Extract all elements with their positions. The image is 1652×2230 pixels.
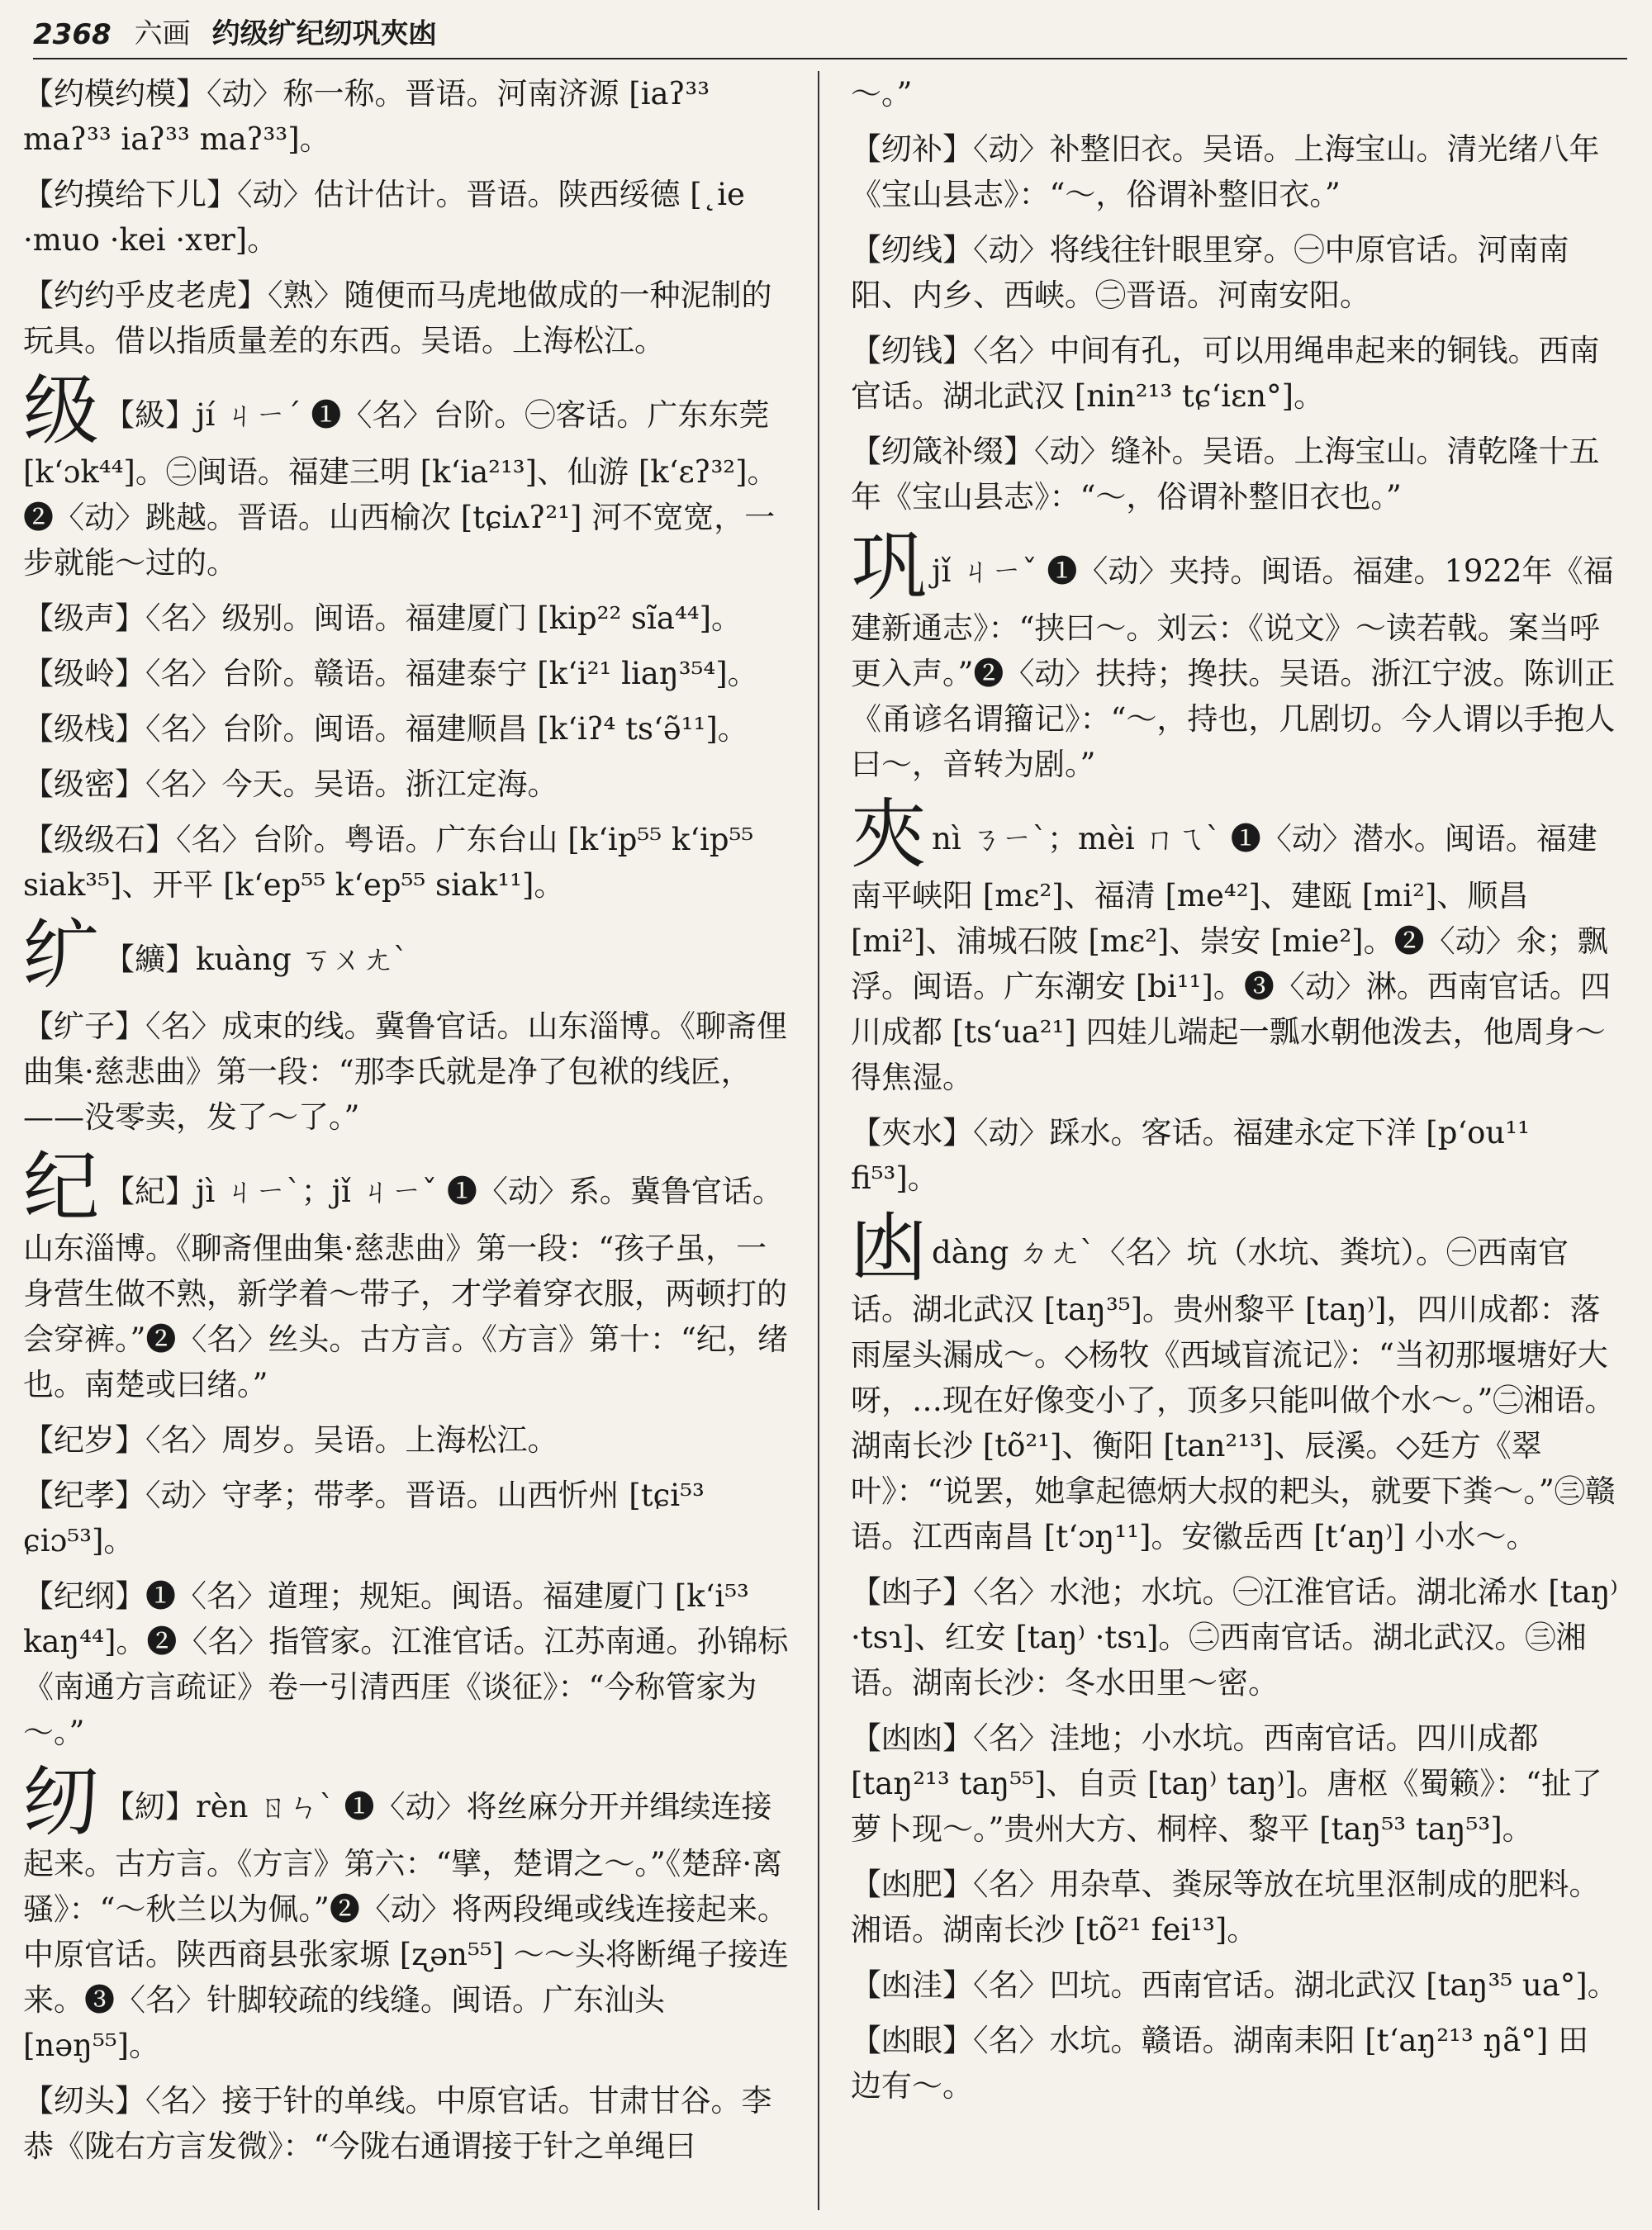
dictionary-entry: [851, 1962, 1619, 2008]
headword: 纩: [23, 911, 100, 999]
entry-text: ～。”: [851, 76, 913, 112]
headword-entry: [851, 523, 1619, 787]
entry-text: dàng ㄉㄤˋ〈名〉坑（水坑、粪坑）。㊀西南官话。湖北武汉 [taŋ³⁵]。贵州黎平 [taŋ⁾]，四川成都：落雨屋头漏成～。◇杨牧《西域盲流记》：“当初那堰塘好大呀，…现在好像变小了，顶多只能叫做个水～。”㊁湘语。湖南长沙 [tõ²¹]、衡阳 [tan²¹³]、辰溪。◇廷方《翠叶》：“说罢，她拿起德炳大叔的耙头，就要下粪～。”㊂赣语。江西南昌 [tʻɔŋ¹¹]。安徽岳西 [tʻaŋ⁾] 小水～。: [851, 1235, 1616, 1554]
entry-text: 【凼凼】〈名〉洼地；小水坑。西南官话。四川成都 [taŋ²¹³ taŋ⁵⁵]、自贡 [taŋ⁾ taŋ⁾]。唐枢《蜀籁》：“扯了萝卜现～。”贵州大方、桐梓、黎平 [taŋ⁵³ taŋ⁵³]。: [851, 1720, 1602, 1847]
entry-text: 【級】jí ㄐㄧˊ ❶〈名〉台阶。㊀客话。广东东莞 [kʻɔk⁴⁴]。㊁闽语。福建三明 [kʻia²¹³]、仙游 [kʻɛʔ³²]。❷〈动〉跳越。晋语。山西榆次 [tɕiʌʔ²¹] 河不宽宽，一步就能～过的。: [23, 397, 778, 581]
entry-text: 【凼眼】〈名〉水坑。赣语。湖南耒阳 [tʻaŋ²¹³ ŋã°] 田边有～。: [851, 2023, 1589, 2104]
dictionary-entry: [23, 1473, 791, 1563]
entry-text: 【约模约模】〈动〉称一称。晋语。河南济源 [iaʔ³³ maʔ³³ iaʔ³³ maʔ³³]。: [23, 76, 710, 157]
headword: 纪: [23, 1143, 100, 1231]
dictionary-entry: [23, 172, 791, 263]
dictionary-entry: [23, 71, 791, 162]
entry-text: 【紀】jì ㄐㄧˋ；jǐ ㄐㄧˇ ❶〈动〉系。冀鲁官话。山东淄博。《聊斋俚曲集·慈悲曲》第一段：“孩子虽，一身营生做不熟，新学着～带子，才学着穿衣服，两顿打的会穿裤。”❷〈名〉丝头。古方言。《方言》第十：“纪，绪也。南楚或曰绪。”: [23, 1174, 788, 1402]
entry-text: 【纫线】〈动〉将线往针眼里穿。㊀中原官话。河南南阳、内乡、西峡。㊁晋语。河南安阳。: [851, 232, 1569, 313]
entry-text: 【级栈】〈名〉台阶。闽语。福建顺昌 [kʻiʔ⁴ tsʻə̃¹¹]。: [23, 711, 748, 747]
radical-label: 六画: [134, 17, 191, 50]
entry-text: 【级声】〈名〉级别。闽语。福建厦门 [kip²² sĩa⁴⁴]。: [23, 600, 743, 636]
headword-entry: [851, 790, 1619, 1100]
headword-entry: [23, 1143, 791, 1407]
dictionary-entry: [23, 1417, 791, 1463]
dictionary-entry: [851, 429, 1619, 520]
header-characters: 约级纩纪纫巩夾凼: [211, 17, 437, 50]
dictionary-entry: [23, 706, 791, 752]
entry-text: jǐ ㄐㄧˇ ❶〈动〉夹持。闽语。福建。1922年《福建新通志》：“挟曰～。刘云：《说文》～读若戟。案当呼更入声。”❷〈动〉扶持；搀扶。吴语。浙江宁波。陈训正《甬谚名谓籀记》：“～，持也，几剧切。今人谓以手抱人曰～，音转为剧。”: [851, 553, 1616, 782]
dictionary-entry: [23, 273, 791, 363]
dictionary-entry: [851, 328, 1619, 419]
dictionary-entry: [23, 651, 791, 696]
dictionary-entry: [851, 1110, 1619, 1201]
entry-text: 【级级石】〈名〉台阶。粤语。广东台山 [kʻip⁵⁵ kʻip⁵⁵ siak³⁵]、开平 [kʻep⁵⁵ kʻep⁵⁵ siak¹¹]。: [23, 822, 754, 903]
dictionary-entry: [23, 595, 791, 641]
entry-text: 【凼子】〈名〉水池；水坑。㊀江淮官话。湖北浠水 [taŋ⁾ ·tsɿ]、红安 [taŋ⁾ ·tsɿ]。㊁西南官话。湖北武汉。㊂湘语。湖南长沙：冬水田里～密。: [851, 1574, 1618, 1701]
dictionary-entry: [851, 227, 1619, 318]
dictionary-entry: [851, 1715, 1619, 1852]
dictionary-entry: [23, 1573, 791, 1755]
entry-text: 【级岭】〈名〉台阶。赣语。福建泰宁 [kʻi²¹ liaŋ³⁵⁴]。: [23, 656, 758, 691]
dictionary-entry: [23, 2078, 791, 2169]
entry-text: 【纫补】〈动〉补整旧衣。吴语。上海宝山。清光绪八年《宝山县志》：“～，俗谓补整旧衣。”: [851, 131, 1600, 212]
entry-text: 【夾水】〈动〉踩水。客话。福建永定下洋 [pʻou¹¹ fi⁵³]。: [851, 1115, 1530, 1196]
left-column: [23, 71, 791, 2210]
dictionary-entry: [851, 71, 1619, 116]
dictionary-entry: [851, 1569, 1619, 1706]
entry-text: 【纫头】〈名〉接于针的单线。中原官话。甘肃甘谷。李恭《陇右方言发微》：“今陇右通谓接于针之单绳曰: [23, 2083, 772, 2164]
dictionary-entry: [851, 126, 1619, 217]
headword-entry: [851, 1204, 1619, 1559]
entry-text: 【凼洼】〈名〉凹坑。西南官话。湖北武汉 [taŋ³⁵ ua°]。: [851, 1967, 1618, 2003]
headword-entry: [23, 911, 791, 999]
headword: 巩: [851, 523, 928, 611]
entry-text: 【纫钱】〈名〉中间有孔，可以用绳串起来的铜钱。西南官话。湖北武汉 [nin²¹³ tɕʻiɛn°]。: [851, 333, 1600, 414]
entry-text: 【纪岁】〈名〉周岁。吴语。上海松江。: [23, 1422, 558, 1458]
entry-text: nì ㄋㄧˋ；mèi ㄇㄟˋ ❶〈动〉潜水。闽语。福建南平峡阳 [mɛ²]、福清 [me⁴²]、建瓯 [mi²]、顺昌 [mi²]、浦城石陂 [mɛ²]、崇安 [mie²]。❷〈动〉氽；飘浮。闽语。广东潮安 [bi¹¹]。❸〈动〉淋。西南官话。四川成都 [tsʻua²¹] 四娃儿端起一瓢水朝他泼去，他周身～得焦湿。: [851, 821, 1611, 1095]
entry-text: 【纪孝】〈动〉守孝；带孝。晋语。山西忻州 [tɕi⁵³ ɕiɔ⁵³]。: [23, 1478, 705, 1559]
dictionary-entry: [851, 2018, 1619, 2109]
entry-text: 【紉】rèn ㄖㄣˋ ❶〈动〉将丝麻分开并缉续连接起来。古方言。《方言》第六：“擘，楚谓之～。”《楚辞·离骚》：“～秋兰以为佩。”❷〈动〉将两段绳或线连接起来。中原官话。陕西商县张家塬 [ʐən⁵⁵] ～～头将断绳子接连来。❸〈名〉针脚较疏的线缝。闽语。广东汕头 [nəŋ⁵⁵]。: [23, 1789, 789, 2063]
entry-text: 【约摸给下儿】〈动〉估计估计。晋语。陕西绥德 [˛ie ·muo ·kei ·xɐr]。: [23, 177, 745, 258]
headword: 级: [23, 367, 100, 455]
dictionary-entry: [23, 1004, 791, 1140]
entry-text: 【纫箴补缀】〈动〉缝补。吴语。上海宝山。清乾隆十五年《宝山县志》：“～，俗谓补整旧衣也。”: [851, 434, 1600, 515]
headword-entry: [23, 367, 791, 586]
headword: 夾: [851, 790, 928, 879]
right-column: [851, 71, 1619, 2210]
entry-text: 【约约乎皮老虎】〈熟〉随便而马虎地做成的一种泥制的玩具。借以指质量差的东西。吴语。上海松江。: [23, 278, 772, 358]
headword: 凼: [851, 1204, 928, 1293]
headword-entry: [23, 1758, 791, 2068]
headword: 纫: [23, 1758, 100, 1847]
entry-text: 【纩子】〈名〉成束的线。冀鲁官话。山东淄博。《聊斋俚曲集·慈悲曲》第一段：“那李氏就是净了包袱的线匠，——没零卖，发了～了。”: [23, 1008, 787, 1135]
dictionary-entry: [23, 817, 791, 908]
column-divider: [818, 71, 819, 2210]
dictionary-entry: [851, 1862, 1619, 1952]
entry-text: 【级密】〈名〉今天。吴语。浙江定海。: [23, 766, 558, 802]
dictionary-entry: [23, 762, 791, 807]
entry-text: 【纊】kuàng ㄎㄨㄤˋ: [104, 942, 409, 977]
entry-text: 【纪纲】❶〈名〉道理；规矩。闽语。福建厦门 [kʻi⁵³ kaŋ⁴⁴]。❷〈名〉指管家。江淮官话。江苏南通。孙锦标《南通方言疏证》卷一引清西厓《谈征》：“今称管家为～。”: [23, 1578, 789, 1750]
page-header: [33, 8, 1627, 59]
entry-text: 【凼肥】〈名〉用杂草、粪尿等放在坑里沤制成的肥料。湘语。湖南长沙 [tõ²¹ fei¹³]。: [851, 1867, 1600, 1948]
page-number: 2368: [33, 18, 112, 51]
